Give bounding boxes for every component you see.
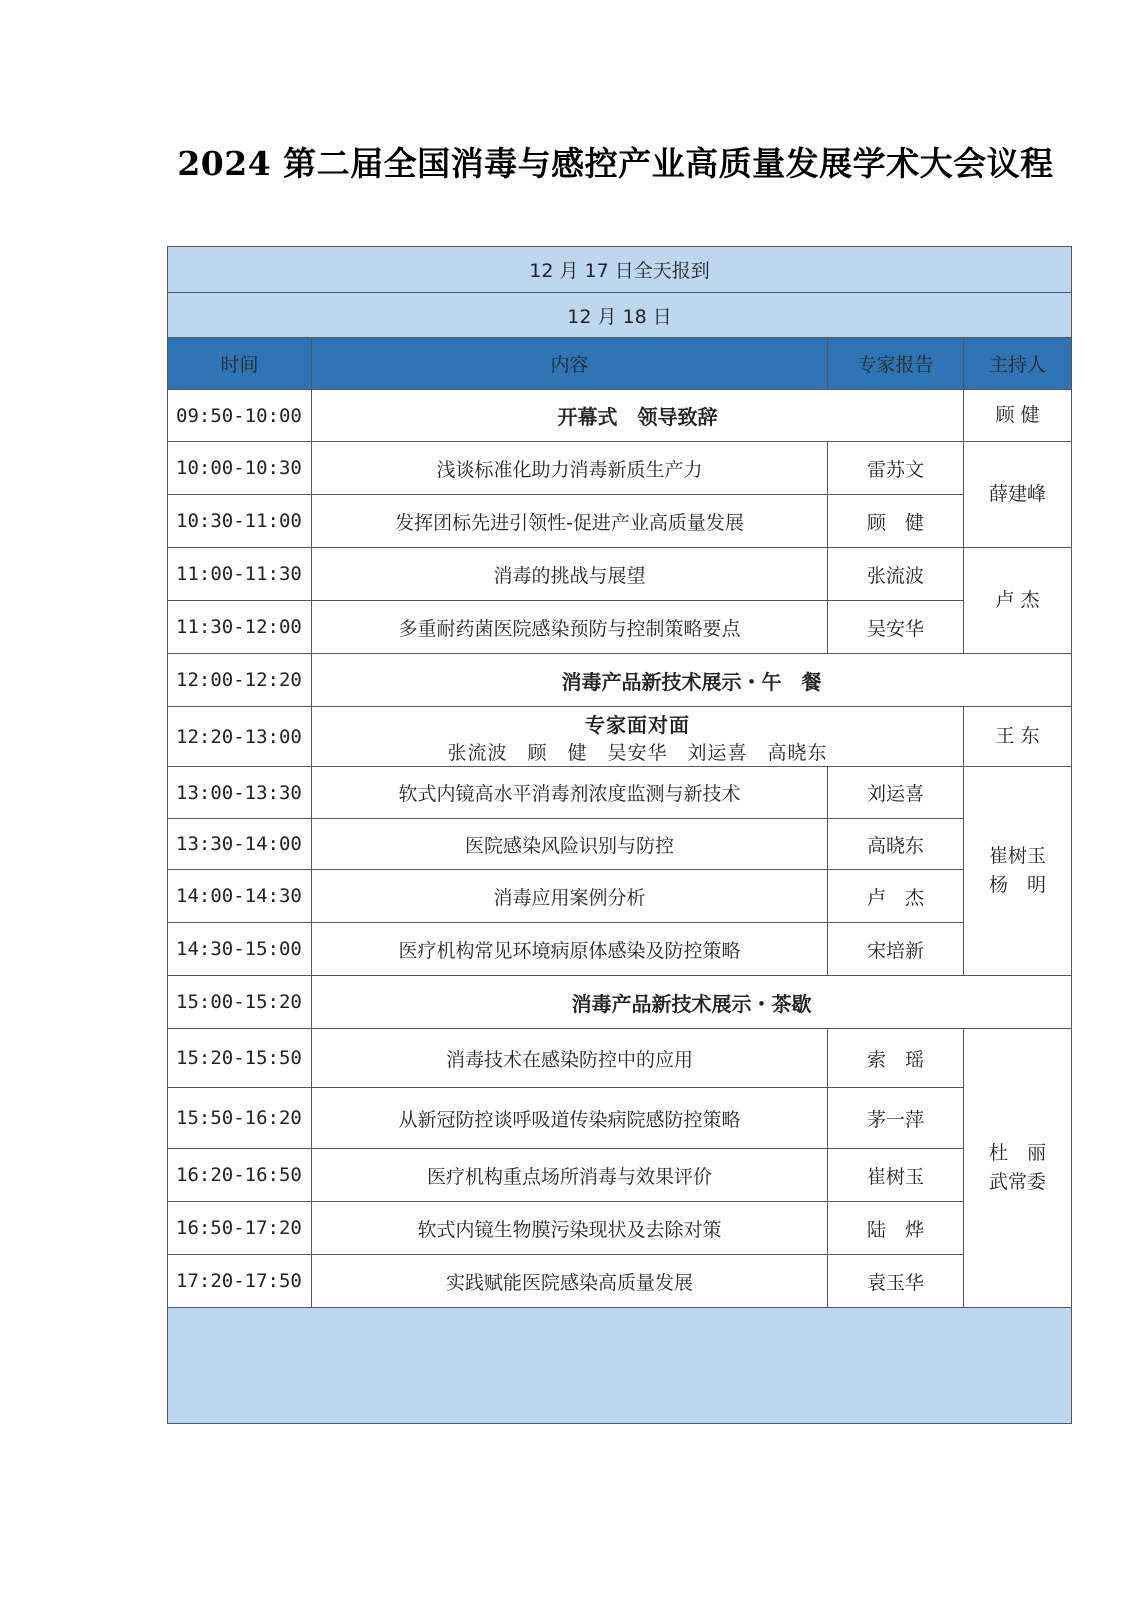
host-cell: 王 东 <box>964 707 1072 767</box>
table-row <box>168 442 1072 495</box>
table-row <box>168 707 1072 767</box>
table-row <box>168 654 1072 707</box>
document-title: 2024 第二届全国消毒与感控产业高质量发展学术大会议程 <box>177 144 1054 183</box>
speaker-cell: 索 瑶 <box>828 1029 964 1088</box>
time-cell: 13:00-13:30 <box>168 767 312 819</box>
table-row <box>168 1149 1072 1202</box>
header-time: 时间 <box>168 338 312 390</box>
time-cell: 16:20-16:50 <box>168 1149 312 1202</box>
content-cell: 消毒产品新技术展示・茶歇 <box>312 976 1072 1029</box>
table-row <box>168 923 1072 976</box>
host-cell: 薛建峰 <box>964 442 1072 548</box>
content-cell: 多重耐药菌医院感染预防与控制策略要点 <box>312 601 828 654</box>
date-banner <box>168 293 1072 338</box>
header-content: 内容 <box>312 338 828 390</box>
speaker-cell: 袁玉华 <box>828 1255 964 1308</box>
footer-band <box>168 1308 1072 1424</box>
speaker-cell: 雷苏文 <box>828 442 964 495</box>
table-row <box>168 1088 1072 1149</box>
registration-banner <box>168 247 1072 293</box>
time-cell: 13:30-14:00 <box>168 819 312 870</box>
table-row <box>168 495 1072 548</box>
speaker-cell: 茅一萍 <box>828 1088 964 1149</box>
content-cell: 医院感染风险识别与防控 <box>312 819 828 870</box>
header-host: 主持人 <box>964 338 1072 390</box>
content-cell: 软式内镜生物膜污染现状及去除对策 <box>312 1202 828 1255</box>
footer-band-cell <box>168 1308 1072 1424</box>
speaker-cell: 吴安华 <box>828 601 964 654</box>
time-cell: 11:30-12:00 <box>168 601 312 654</box>
agenda-table <box>167 246 1072 1424</box>
content-cell: 开幕式 领导致辞 <box>312 390 964 442</box>
time-cell: 14:00-14:30 <box>168 870 312 923</box>
column-header-row <box>168 338 1072 390</box>
speaker-cell: 宋培新 <box>828 923 964 976</box>
table-row <box>168 1202 1072 1255</box>
agenda-date: 12 月 18 日 <box>168 293 1072 338</box>
time-cell: 11:00-11:30 <box>168 548 312 601</box>
table-row <box>168 1029 1072 1088</box>
time-cell: 15:00-15:20 <box>168 976 312 1029</box>
table-row <box>168 767 1072 819</box>
content-cell <box>312 707 964 767</box>
table-row <box>168 819 1072 870</box>
speaker-cell: 顾 健 <box>828 495 964 548</box>
table-row <box>168 548 1072 601</box>
content-cell: 医疗机构常见环境病原体感染及防控策略 <box>312 923 828 976</box>
time-cell: 16:50-17:20 <box>168 1202 312 1255</box>
speaker-cell: 刘运喜 <box>828 767 964 819</box>
content-cell: 消毒产品新技术展示・午 餐 <box>312 654 1072 707</box>
content-cell: 消毒技术在感染防控中的应用 <box>312 1029 828 1088</box>
time-cell: 15:20-15:50 <box>168 1029 312 1088</box>
table-row <box>168 601 1072 654</box>
table-row <box>168 390 1072 442</box>
table-row <box>168 976 1072 1029</box>
content-cell: 发挥团标先进引领性-促进产业高质量发展 <box>312 495 828 548</box>
content-cell: 浅谈标准化助力消毒新质生产力 <box>312 442 828 495</box>
time-cell: 09:50-10:00 <box>168 390 312 442</box>
host-cell: 杜 丽 武常委 <box>964 1029 1072 1308</box>
time-cell: 12:20-13:00 <box>168 707 312 767</box>
content-cell: 消毒应用案例分析 <box>312 870 828 923</box>
content-cell: 从新冠防控谈呼吸道传染病院感防控策略 <box>312 1088 828 1149</box>
content-cell: 软式内镜高水平消毒剂浓度监测与新技术 <box>312 767 828 819</box>
content-title: 专家面对面 <box>585 712 690 737</box>
registration-day: 12 月 17 日全天报到 <box>168 247 1072 293</box>
time-cell: 12:00-12:20 <box>168 654 312 707</box>
host-cell: 顾 健 <box>964 390 1072 442</box>
speaker-cell: 张流波 <box>828 548 964 601</box>
content-cell: 实践赋能医院感染高质量发展 <box>312 1255 828 1308</box>
speaker-cell: 陆 烨 <box>828 1202 964 1255</box>
table-row <box>168 1255 1072 1308</box>
speaker-cell: 卢 杰 <box>828 870 964 923</box>
speaker-cell: 崔树玉 <box>828 1149 964 1202</box>
time-cell: 15:50-16:20 <box>168 1088 312 1149</box>
content-cell: 消毒的挑战与展望 <box>312 548 828 601</box>
time-cell: 17:20-17:50 <box>168 1255 312 1308</box>
host-cell: 卢 杰 <box>964 548 1072 654</box>
host-cell: 崔树玉 杨 明 <box>964 767 1072 976</box>
table-row <box>168 870 1072 923</box>
content-speakers: 张流波 顾 健 吴安华 刘运喜 高晓东 <box>447 741 828 764</box>
speaker-cell: 高晓东 <box>828 819 964 870</box>
time-cell: 14:30-15:00 <box>168 923 312 976</box>
content-cell: 医疗机构重点场所消毒与效果评价 <box>312 1149 828 1202</box>
time-cell: 10:00-10:30 <box>168 442 312 495</box>
time-cell: 10:30-11:00 <box>168 495 312 548</box>
header-speaker: 专家报告 <box>828 338 964 390</box>
